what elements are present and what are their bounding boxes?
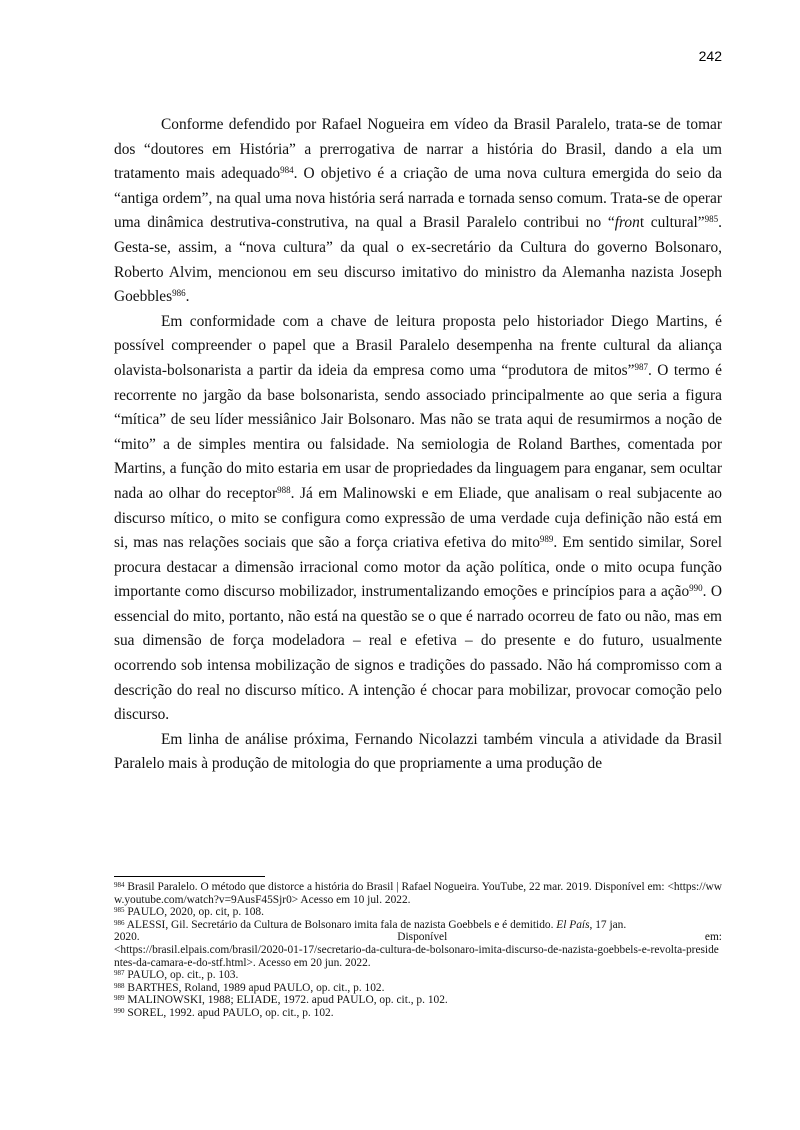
text-run: Em linha de análise próxima, Fernando Nicolazzi também vincula a atividade da Brasil Paralelo mais à produção de mitologia do que propriamente a uma produção de xyxy=(114,730,722,773)
footnote-990 xyxy=(114,1007,722,1020)
footnote-985 xyxy=(114,906,722,919)
text-run: . O objetivo é a criação de uma nova cultura emergida do seio da “antiga ordem”, na qual uma nova história será narrada e tornada senso comum. Trata-se de operar uma dinâmica destrutiva-construtiva, na qual a Brasil Paralelo contribui no “ xyxy=(114,165,722,232)
footnote-text: , 17 jan. xyxy=(589,918,627,931)
footnote-year: 2020. xyxy=(114,931,140,944)
text-run: . xyxy=(185,288,190,306)
footnote-number: 990 xyxy=(114,1006,125,1015)
footnote-separator xyxy=(114,876,265,877)
footnote-number: 987 xyxy=(114,969,125,978)
footnote-reference: 988 xyxy=(277,484,291,495)
footnote-reference: 989 xyxy=(539,534,554,545)
footnote-journal-title: El País xyxy=(556,918,590,931)
page-number: 242 xyxy=(698,48,722,64)
footnote-reference: 986 xyxy=(172,288,186,299)
footnote-986-url xyxy=(114,944,722,969)
footnote-text: PAULO, 2020, op. cit, p. 108. xyxy=(127,906,264,919)
footnote-986-availability xyxy=(114,931,722,944)
footnote-989 xyxy=(114,994,722,1007)
text-run: Conforme defendido por Rafael Nogueira em vídeo da Brasil Paralelo, trata-se de tomar dos “doutores em História” a prerrogativa de narrar a história do Brasil, dando a ela um tratamento mais adequado xyxy=(114,116,722,183)
footnote-reference: 990 xyxy=(689,583,703,594)
paragraph xyxy=(114,728,722,777)
italic-text: fron xyxy=(614,214,640,232)
footnote-reference: 987 xyxy=(634,361,648,372)
footnote-number: 989 xyxy=(114,994,125,1003)
footnote-number: 984 xyxy=(114,881,125,889)
footnote-available-label: Disponível xyxy=(397,931,448,944)
footnote-reference: 985 xyxy=(704,214,719,225)
text-run: . Já em Malinowski e em Eliade, que analisam o real subjacente ao discurso mítico, o mito se configura como expressão de uma verdade cuja definição não está em si, mas nas relações sociais que são a força criativa efetiva do mito xyxy=(114,484,722,552)
footnote-reference: 984 xyxy=(280,165,294,176)
text-run: t cultural” xyxy=(639,214,705,232)
paragraph xyxy=(114,310,722,728)
text-run: . O essencial do mito, portanto, não está na questão se o que é narrado ocorreu de fato ou não, mas em sua dimensão de força modeladora – real e efetiva – do presente e do futuro, usualmente ocorrendo sob intensa mobilização de signos e tradições do passado. Não há compromisso com a descrição do real no discurso mítico. A intenção é chocar para mobilizar, provocar comoção pelo discurso. xyxy=(114,583,723,724)
text-run: . O termo é recorrente no jargão da base bolsonarista, sendo associado principalmente ao que seria a figura “mítica” de seu líder messiânico Jair Bolsonaro. Mas não se trata aqui de resumirmos a noção de “mito” a de simples mentira ou falsidade. Na semiologia de Roland Barthes, comentada por Martins, a função do mito estaria em usar de propriedades da linguagem para enganar, sem ocultar nada ao olhar do receptor xyxy=(114,361,722,502)
footnote-number: 986 xyxy=(114,918,125,927)
footnote-text: ALESSI, Gil. Secretário da Cultura de Bolsonaro imita fala de nazista Goebbels e é demitido. xyxy=(126,918,554,931)
paragraph xyxy=(114,113,722,310)
footnote-text: SOREL, 1992. apud PAULO, op. cit., p. 102. xyxy=(127,1006,334,1019)
body-text xyxy=(114,113,722,777)
text-run: Em conformidade com a chave de leitura proposta pelo historiador Diego Martins, é possível compreender o papel que a Brasil Paralelo desempenha na frente cultural da aliança olavista-bolsonarista a partir da ideia da empresa como uma “produtora de mitos” xyxy=(114,312,722,379)
text-run: . Em sentido similar, Sorel procura destacar a dimensão irracional como motor da ação política, onde o mito ocupa função importante como discurso mobilizador, instrumentalizando emoções e princípios para a ação xyxy=(114,534,722,601)
footnote-text: MALINOWSKI, 1988; ELIADE, 1972. apud PAULO, op. cit., p. 102. xyxy=(127,994,448,1007)
footnote-number: 985 xyxy=(114,906,125,915)
footnote-984 xyxy=(114,881,722,906)
footnote-988 xyxy=(114,982,722,995)
footnote-text: PAULO, op. cit., p. 103. xyxy=(127,969,239,982)
footnote-987 xyxy=(114,969,722,982)
footnote-em-label: em: xyxy=(704,931,722,944)
footnote-986 xyxy=(114,919,722,932)
footnote-text: BARTHES, Roland, 1989 apud PAULO, op. cit., p. 102. xyxy=(127,981,385,994)
text-run: . Gesta-se, assim, a “nova cultura” da qual o ex-secretário da Cultura do governo Bolsonaro, Roberto Alvim, mencionou em seu discurso imitativo do ministro da Alemanha nazista Joseph Goebbles xyxy=(114,214,722,306)
footnote-number: 988 xyxy=(114,981,125,990)
footnotes xyxy=(114,881,722,1020)
footnote-text: Brasil Paralelo. O método que distorce a história do Brasil | Rafael Nogueira. YouTube, 22 mar. 2019. Disponível em: <https://www.youtube.com/watch?v=9AusF45Sjr0> Acesso em 10 jul. 2022. xyxy=(114,881,722,906)
footnote-url: <https://brasil.elpais.com/brasil/2020-01-17/secretario-da-cultura-de-bolsonaro-imita-discurso-de-nazista-goebbels-e-revolta-presidentes-da-camara-e-do-stf.html>. Acesso em 20 jun. 2022. xyxy=(114,943,719,969)
